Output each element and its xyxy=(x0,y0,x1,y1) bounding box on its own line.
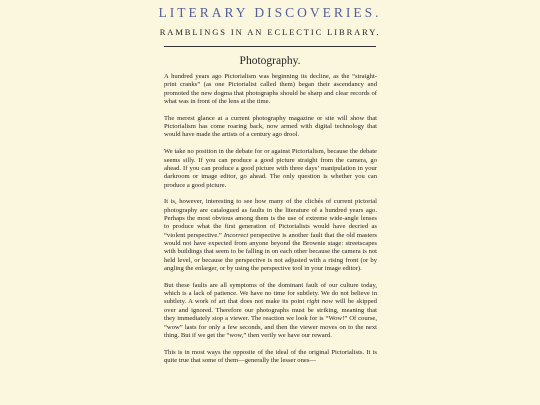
paragraph-text: It is, however, interesting to see how many of the clichés of current pictorial photography are catalogued as faults in the literature of a hundred years ago. Perhaps the most obvious among them is the use of extreme wide-angle lenses to produce what the first generation of Pictorialists would have decried as “violent perspective.” xyxy=(164,198,377,239)
emphasis-text: right now xyxy=(306,298,333,306)
paragraph: This is in most ways the opposite of the ideal of the original Pictorialists. It is quite true that some of them—generally the lesser ones— xyxy=(164,348,377,364)
paragraph: A hundred years ago Pictorialism was beginning its decline, as the “straight-print cranks” (as one Pictorialist called them) began their ascendancy and promoted the new dogma that photographs should be sharp and clear records of what was in front of the lens at the time. xyxy=(164,73,377,106)
post-body xyxy=(164,73,377,374)
site-title-link[interactable]: LITERARY DISCOVERIES. xyxy=(158,5,382,20)
site-tagline: RAMBLINGS IN AN ECLECTIC LIBRARY. xyxy=(159,27,381,37)
paragraph: The merest glance at a current photography magazine or site will show that Pictorialism has come roaring back, now armed with digital technology that would have made the artists of a century ago drool. xyxy=(164,114,377,139)
paragraph: We take no position in the debate for or against Pictorialism, because the debate seems silly. If you can produce a good picture straight from the camera, go ahead. If you can produce a good picture with three days’ manipulation in your darkroom or image editor, go ahead. The only question is whether you can produce a good picture. xyxy=(164,148,377,189)
header-divider xyxy=(164,46,376,47)
paragraph-text: perspective is another fault that the old masters would not have expected from anyone beyond the Brownie stage: streetscapes with buildings that seem to be falling in on each other because the camera is not held level, or because the perspective is not adjusted with a rising front (or by angling the enlarger, or by using the perspective tool in your image editor). xyxy=(164,231,377,273)
post-title: Photography. xyxy=(239,55,301,67)
paragraph-text: will be skipped over and ignored. Therefore our photographs must be striking, meaning that they immediately stop a viewer. The reaction we look for is “Wow!” Of course, “wow” lasts for only a few seconds, and then the viewer moves on to the next thing. But if we get the “wow,” then verily we have our reward. xyxy=(164,298,377,339)
paragraph xyxy=(164,198,377,273)
paragraph xyxy=(164,282,377,340)
paragraph-text: But these faults are all symptoms of the dominant fault of our culture today, which is a lack of patience. We have no time for subtlety. We do not believe in subtlety. A work of art that does not make its point xyxy=(164,281,377,306)
emphasis-text: Incorrect xyxy=(223,231,249,239)
